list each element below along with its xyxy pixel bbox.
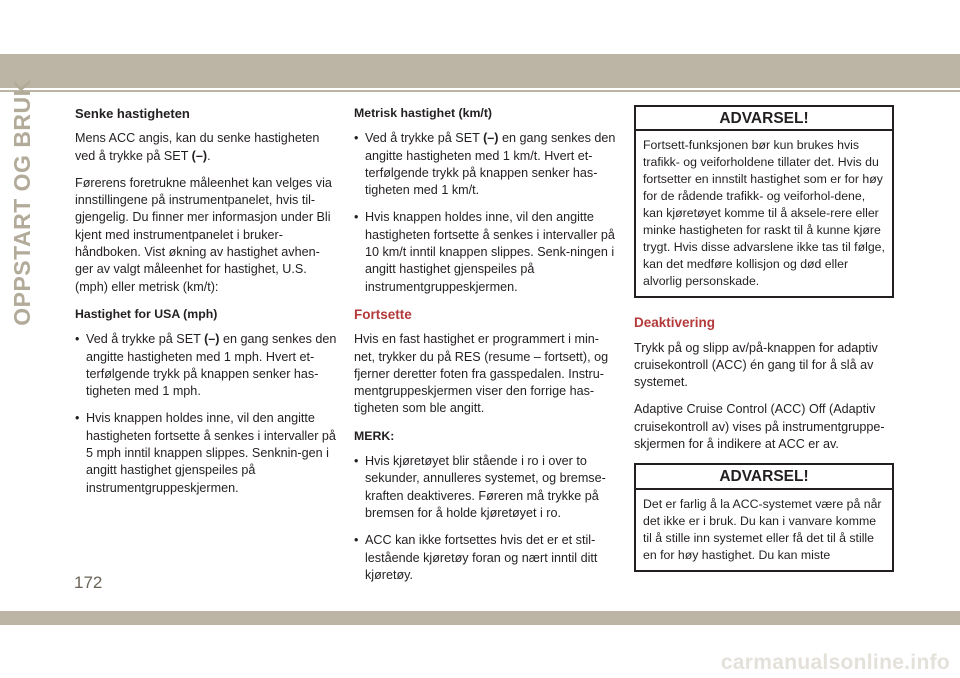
bullet-list-kmh (354, 130, 616, 296)
header-rule (0, 90, 960, 92)
header-band (0, 54, 960, 88)
heading-senke-hastigheten: Senke hastigheten (75, 106, 190, 121)
bullet-item: • Ved å trykke på SET (–) en gang senkes den angitte hastigheten med 1 km/t. Hvert et-terfølgende trykk på knappen senker has-tigheten med 1 km/t. (354, 130, 616, 199)
paragraph-units: Førerens foretrukne måleenhet kan velges via innstillingene på instrumentpanelet, hvis til-gjengelig. Du finner mer informasjon under Bli kjent med instrumentpanelet i bruker-håndboken. Vist økning av hastighet avhen-ger av valgt måleenhet for hastighet, U.S. (mph) eller metrisk (km/t): (75, 175, 332, 294)
footer-band (0, 611, 960, 625)
warning-box-resume (634, 105, 894, 298)
column-3 (634, 105, 894, 588)
paragraph-deactivate: Trykk på og slipp av/på-knappen for adaptiv cruisekontroll (ACC) én gang til for å slå av systemet. (634, 340, 878, 390)
paragraph-intro: Mens ACC angis, kan du senke hastigheten ved å trykke på SET (–). (75, 131, 320, 163)
set-minus-key: (–) (191, 148, 208, 163)
bullet-item: • Ved å trykke på SET (–) en gang senkes den angitte hastigheten med 1 mph. Hvert et-terfølgende trykk på knappen senker has-tigheten med 1 mph. (75, 331, 337, 400)
bullet-list-mph (75, 331, 337, 497)
column-1 (75, 105, 337, 507)
note-item: • Hvis kjøretøyet blir stående i ro i over to sekunder, annulleres systemet, og bremse-kraften deaktiveres. Føreren må trykke på bremsen for å holde kjøretøyet i ro. (354, 453, 616, 522)
column-2 (354, 105, 616, 594)
chapter-side-tab-label: OPPSTART OG BRUK (8, 79, 35, 326)
paragraph-resume: Hvis en fast hastighet er programmert i min-net, trykker du på RES (resume – fortsett), og fjerner deretter foten fra gasspedalen. Instru-mentgruppeskjermen viser den forrige has-tigheten som ble angitt. (354, 332, 609, 416)
bullet-item: • Hvis knappen holdes inne, vil den angitte hastigheten fortsette å senkes i intervaller på 5 mph inntil knappen slippes. Senknin-gen i angitt hastighet gjenspeiles på instrumentgruppeskjermen. (75, 410, 337, 496)
warning-title: ADVARSEL! (636, 465, 892, 489)
section-heading-deaktivering: Deaktivering (634, 315, 716, 331)
section-heading-fortsette: Fortsette (354, 306, 412, 322)
warning-title: ADVARSEL! (636, 107, 892, 131)
subheading-usa-mph: Hastighet for USA (mph) (75, 306, 218, 321)
subheading-metric-kmh: Metrisk hastighet (km/t) (354, 106, 493, 120)
note-list (354, 453, 616, 584)
set-minus-key: (–) (204, 332, 220, 347)
note-item: • ACC kan ikke fortsettes hvis det er et stil-lestående kjøretøy foran og nært inntil ditt kjøretøy. (354, 532, 616, 584)
chapter-side-tab (2, 79, 42, 326)
warning-text: Fortsett-funksjonen bør kun brukes hvis trafikk- og veiforholdene tillater det. Hvis du fortsetter en innstilt hastighet som er for høy for de rådende trafikk- og veiforhol-dene, kan kjøretøyet komme til å aksele-rere eller minke hastigheten for raskt til å kunne kjøre trygt. Hvis disse advarslene ikke tas til følge, kan det medføre kollisjon og død eller alvorlig personskade. (643, 138, 885, 289)
watermark: carmanualsonline.info (720, 651, 950, 674)
warning-text: Det er farlig å la ACC-systemet være på når det ikke er i bruk. Du kan i vanvare komme til å stille inn systemet eller få det til å stille en for høy hastighet. Du kan miste (643, 496, 882, 562)
bullet-item: • Hvis knappen holdes inne, vil den angitte hastigheten fortsette å senkes i intervaller på 10 km/t inntil knappen slippes. Senk-ningen i angitt hastighet gjenspeiles på instrumentgruppeskjermen. (354, 209, 616, 295)
warning-box-acc-on (634, 463, 894, 571)
paragraph-acc-off: Adaptive Cruise Control (ACC) Off (Adaptiv cruisekontroll av) vises på instrumentgruppe-skjermen for å indikere at ACC er av. (634, 402, 885, 452)
set-minus-key: (–) (483, 131, 499, 146)
note-heading: MERK: (354, 428, 395, 443)
page-number: 172 (74, 573, 103, 592)
